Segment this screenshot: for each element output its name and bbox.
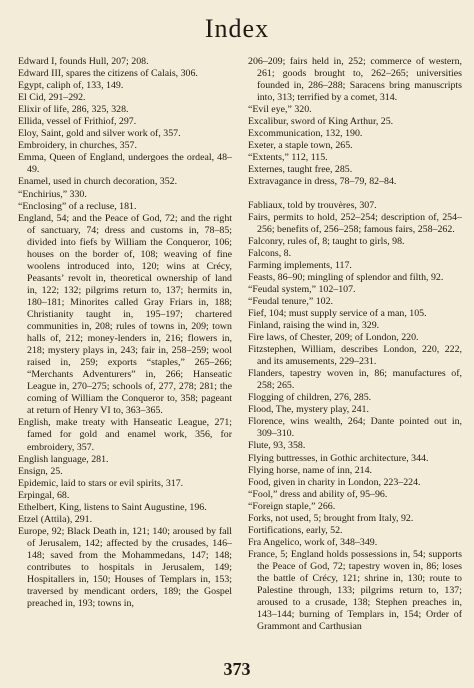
index-entry: “Feudal system,” 102–107. bbox=[248, 283, 356, 295]
index-entry: Flying buttresses, in Gothic architecture, 344. bbox=[248, 452, 429, 464]
index-entry: Eloy, Saint, gold and silver work of, 357. bbox=[18, 128, 181, 140]
index-entry: Flood, The, mystery play, 241. bbox=[248, 404, 369, 416]
index-entry: Epidemic, laid to stars or evil spirits, 317. bbox=[18, 477, 184, 489]
index-entry: Enamel, used in church decoration, 352. bbox=[18, 176, 178, 188]
index-entry: Emma, Queen of England, undergoes the ordeal, 48–49. bbox=[18, 152, 232, 176]
index-entry: Exeter, a staple town, 265. bbox=[248, 140, 353, 152]
index-entry: Ethelbert, King, listens to Saint Augustine, 196. bbox=[18, 501, 207, 513]
index-entry: Forks, not used, 5; brought from Italy, 92. bbox=[248, 512, 414, 524]
index-entry: English language, 281. bbox=[18, 453, 109, 465]
index-entry: England, 54; and the Peace of God, 72; and the right of sanctuary, 74; dress and customs in, 78–85; divided into fiefs by William the Conqueror, 106; houses on the border of, 108; weaving of fine woolens introduced into, 120; wins at Crécy, Peasants’ revolt in, theoretical ownership of land in, 122; 132; pilgrims return to, 137; hermits in, 180–181; Minorites called Gray Friars in, 188; Christianity taught in, 195–197; chartered communities in, 208; rules of towns in, 209; town halls of, 212; money-lenders in, 216; flowers in, 218; mystery plays in, 243; fair in, 258–259; wool raised in, 259; exports “staples,” 265–266; “Merchants Adventurers” in, 266; Hanseatic League in, 270–275; schools of, 277, 278; 281; the coming of William the Conqueror to, 358; pageant at return of Henry VI to, 363–365. bbox=[18, 212, 232, 417]
index-entry: “Enchirius,” 330. bbox=[18, 188, 87, 200]
index-entry: Fra Angelico, work of, 348–349. bbox=[248, 536, 378, 548]
index-entry: El Cid, 291–292. bbox=[18, 92, 86, 104]
index-entry: Falconry, rules of, 8; taught to girls, 98. bbox=[248, 235, 405, 247]
index-entry: Fitzstephen, William, describes London, 220, 222, and its amusements, 229–231. bbox=[248, 344, 462, 368]
index-entry: Etzel (Attila), 291. bbox=[18, 513, 93, 525]
index-columns bbox=[18, 56, 462, 650]
index-entry: France, 5; England holds possessions in, 54; supports the Peace of God, 72; tapestry woven in, 86; loses the battle of Crécy, 121; shrine in, 130; route to Palestine through, 133; pilgrims return to, 137; aroused to a crusade, 138; Stephen preaches in, 143–144; burning of Templars in, 154; Order of Grammont and Carthusian bbox=[248, 548, 462, 633]
index-entry: Flanders, tapestry woven in, 86; manufactures of, 258; 265. bbox=[248, 368, 462, 392]
index-entry: Flying horse, name of inn, 214. bbox=[248, 464, 372, 476]
index-entry: Edward III, spares the citizens of Calais, 306. bbox=[18, 68, 198, 80]
index-entry: “Extents,” 112, 115. bbox=[248, 152, 328, 164]
index-entry: “Fool,” dress and ability of, 95–96. bbox=[248, 488, 388, 500]
index-entry: Europe, 92; Black Death in, 121; 140; aroused by fall of Jerusalem, 142; affected by the crusades, 146–148; saved from the Mohammedans, 147; 148; contributes to hospitals in Jerusalem, 149; Hospitallers in, 150; Houses of Templars in, 153; traversed by mendicant orders, 189; the Gospel preached in, 193; towns in, bbox=[18, 525, 232, 610]
index-entry: Feasts, 86–90; mingling of splendor and filth, 92. bbox=[248, 271, 444, 283]
left-column bbox=[18, 56, 232, 650]
index-entry: Finland, raising the wind in, 329. bbox=[248, 319, 380, 331]
index-entry: “Foreign staple,” 266. bbox=[248, 500, 336, 512]
index-entry: Flute, 93, 358. bbox=[248, 440, 306, 452]
index-entry: Excommunication, 132, 190. bbox=[248, 128, 363, 140]
letter-section-gap bbox=[248, 189, 462, 200]
index-entry: English, make treaty with Hanseatic League, 271; famed for gold and enamel work, 356, for embroidery, 357. bbox=[18, 417, 232, 453]
index-entry: “Feudal tenure,” 102. bbox=[248, 295, 334, 307]
index-entry: Erpingal, 68. bbox=[18, 489, 70, 501]
index-entry: Ensign, 25. bbox=[18, 465, 63, 477]
index-entry: “Enclosing” of a recluse, 181. bbox=[18, 200, 137, 212]
index-entry: Elixir of life, 286, 325, 328. bbox=[18, 104, 129, 116]
page-number: 373 bbox=[223, 659, 251, 679]
index-entry: “Evil eye,” 320. bbox=[248, 104, 312, 116]
index-entry: Externes, taught free, 285. bbox=[248, 164, 353, 176]
index-entry: Fire laws, of Chester, 209; of London, 220. bbox=[248, 332, 419, 344]
index-entry: Edward I, founds Hull, 207; 208. bbox=[18, 56, 149, 67]
index-entry: Fief, 104; must supply service of a man, 105. bbox=[248, 307, 427, 319]
index-entry: Falcons, 8. bbox=[248, 247, 292, 259]
index-entry: Farming implements, 117. bbox=[248, 259, 352, 271]
right-column bbox=[248, 56, 462, 650]
index-entry: 206–209; fairs held in, 252; commerce of western, 261; goods brought to, 262–265; universities founded in, 286–288; Saracens bring manuscripts into, 313; terrified by a comet, 314. bbox=[248, 56, 462, 104]
index-entry: Fortifications, early, 52. bbox=[248, 524, 343, 536]
index-entry: Egypt, caliph of, 133, 149. bbox=[18, 80, 124, 92]
index-entry: Fairs, permits to hold, 252–254; description of, 254–256; benefits of, 256–258; famous fairs, 258–262. bbox=[248, 211, 462, 235]
index-entry: Embroidery, in churches, 357. bbox=[18, 140, 137, 152]
index-entry: Florence, wins wealth, 264; Dante pointed out in, 309–310. bbox=[248, 416, 462, 440]
index-entry: Extravagance in dress, 78–79, 82–84. bbox=[248, 176, 397, 188]
page-title: Index bbox=[204, 14, 270, 43]
index-entry: Flogging of children, 276, 285. bbox=[248, 392, 372, 404]
index-entry: Excalibur, sword of King Arthur, 25. bbox=[248, 116, 394, 128]
index-entry: Food, given in charity in London, 223–224. bbox=[248, 476, 421, 488]
index-entry: Ellida, vessel of Frithiof, 297. bbox=[18, 116, 137, 128]
index-entry: Fabliaux, told by trouvères, 307. bbox=[248, 199, 377, 211]
